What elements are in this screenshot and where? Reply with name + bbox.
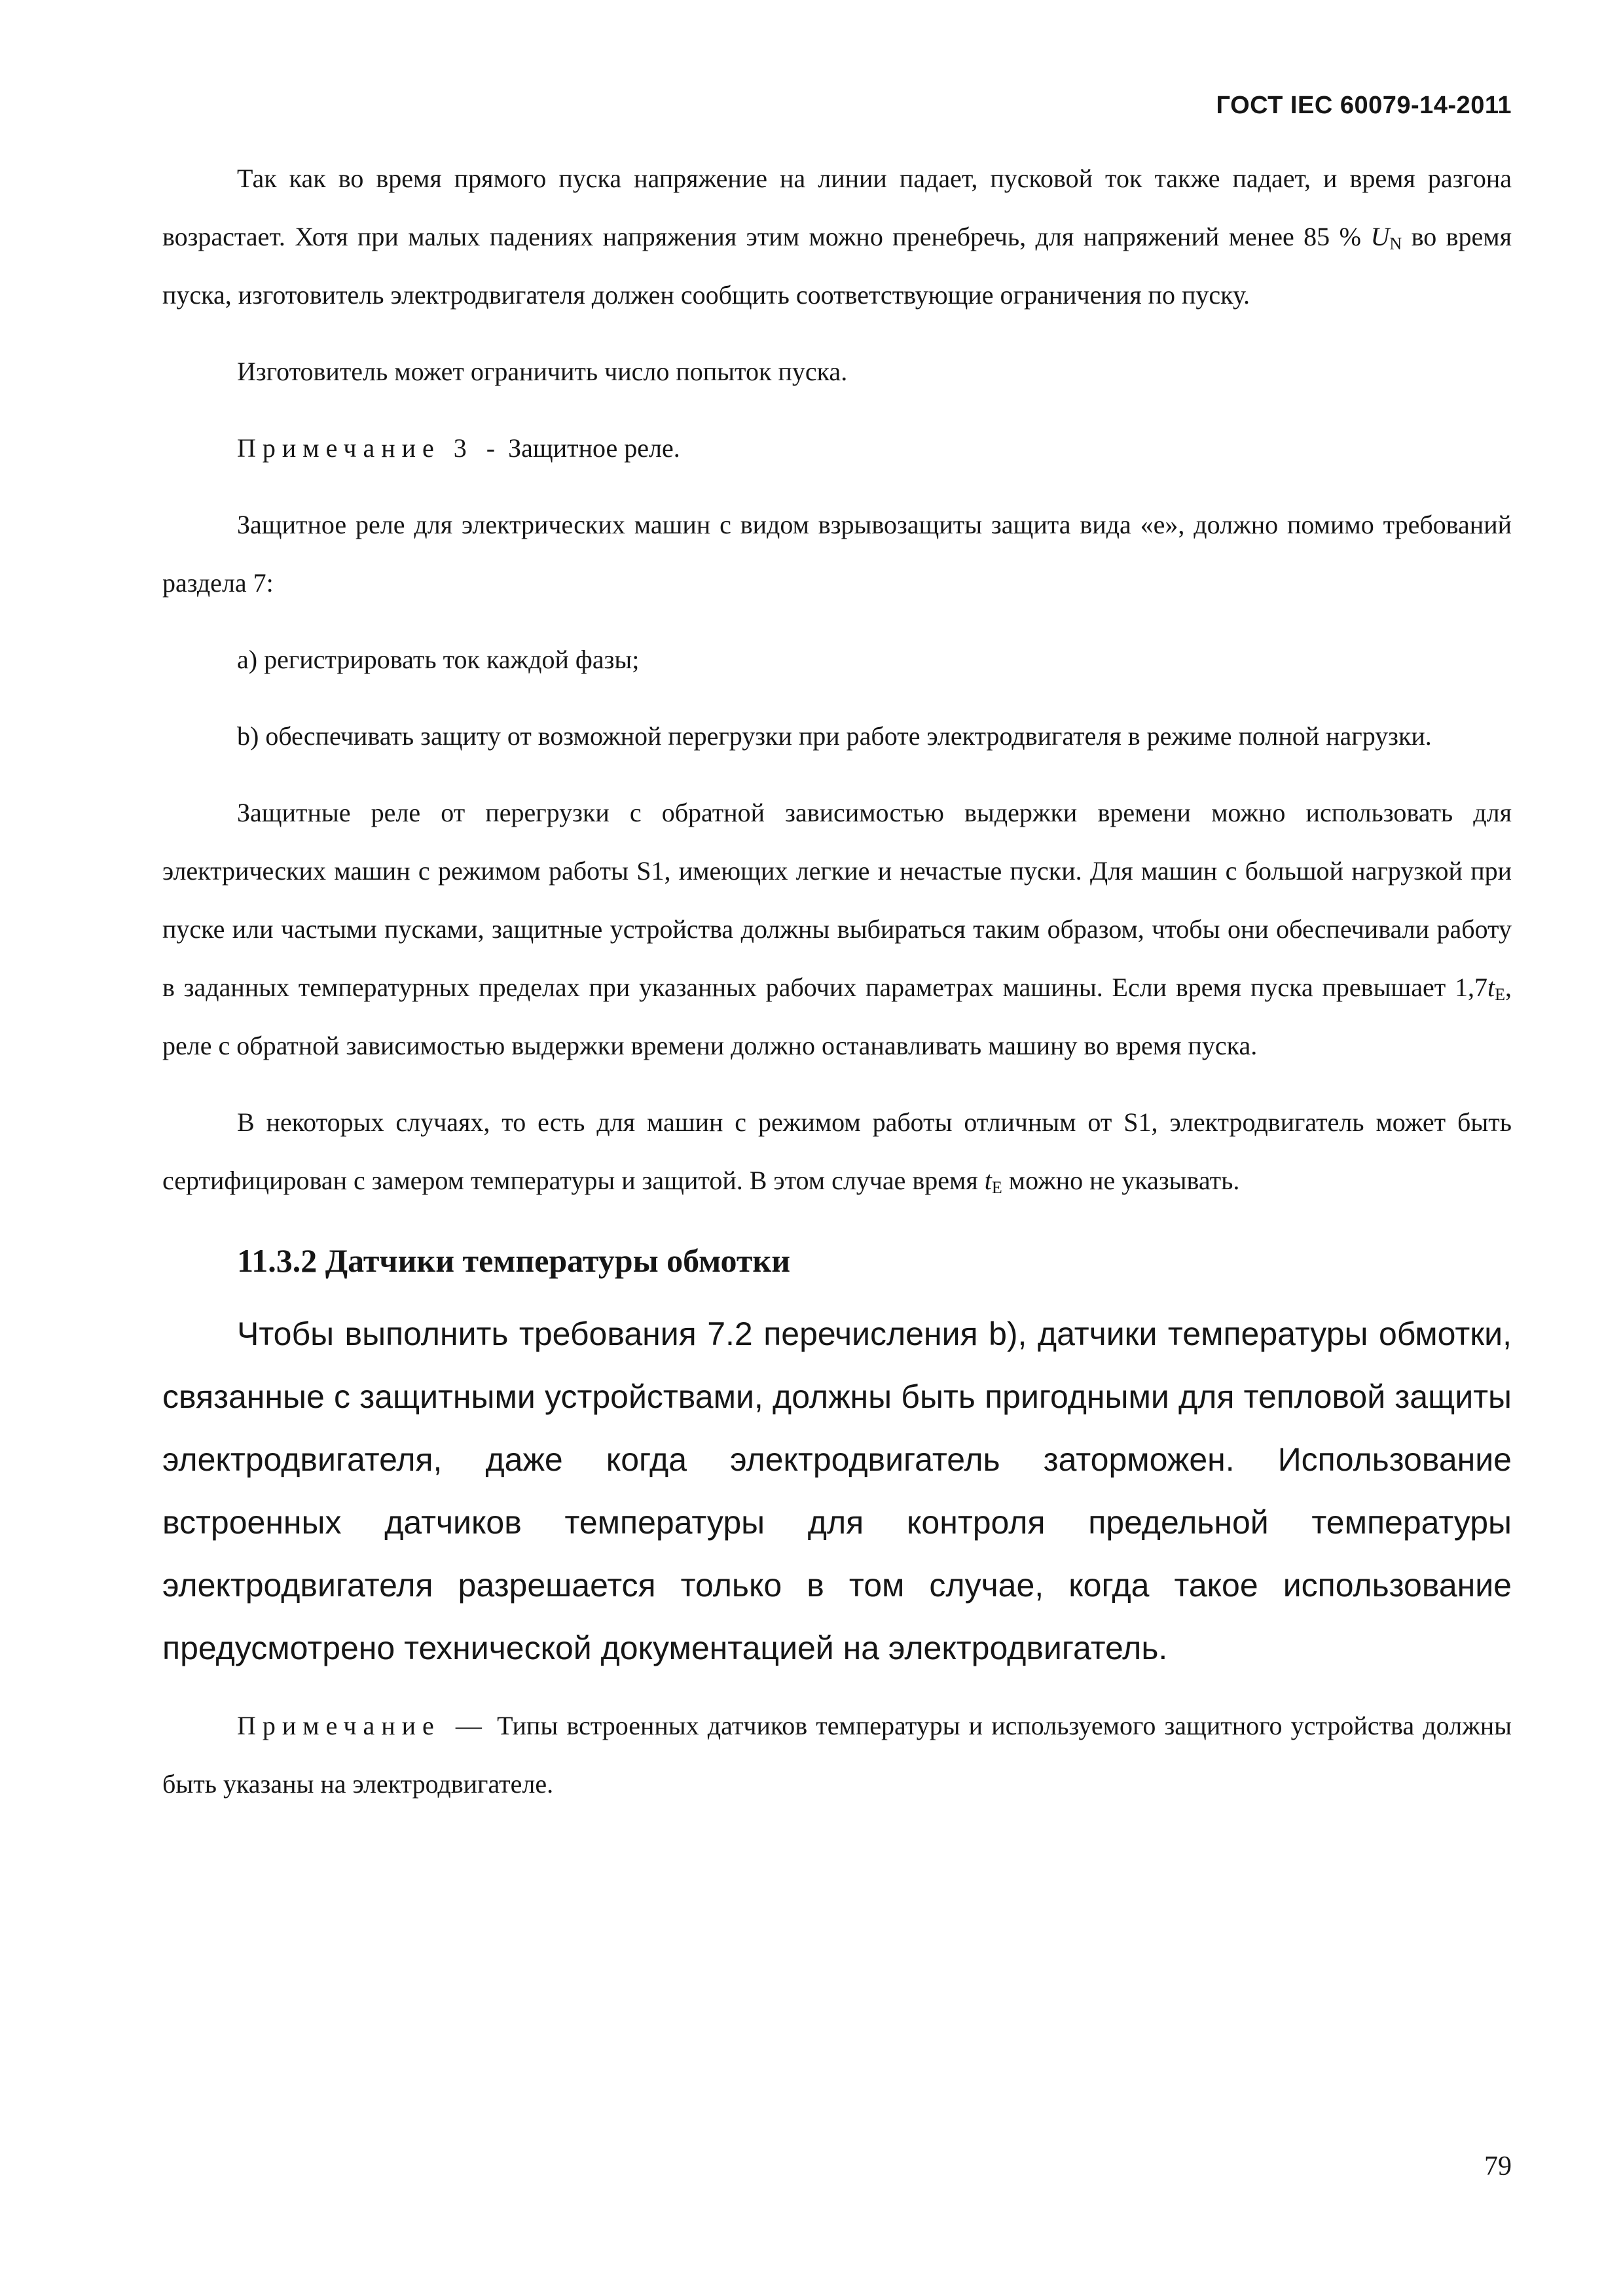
paragraph-start-voltage <box>162 149 1512 324</box>
note-final <box>162 1696 1512 1813</box>
subscript-n: N <box>1389 234 1402 253</box>
note-3 <box>162 419 1512 477</box>
symbol-t: t <box>1487 973 1495 1002</box>
note-label: Примечание — <box>237 1711 488 1740</box>
note-text: Защитное реле. <box>501 433 680 463</box>
paragraph-certification <box>162 1093 1512 1210</box>
paragraph-winding-sensors: Чтобы выполнить требования 7.2 перечисления b), датчики температуры обмотки, связанные с защитными устройствами, должны быть пригодными для тепловой защиты электродвигателя, даже когда электродвигатель заторможен. Использование встроенных датчиков температуры для контроля предельной температуры электродвигателя разрешается только в том случае, когда такое использование предусмотрено технической документацией на электродвигатель. <box>162 1316 1512 1666</box>
note-text: Типы встроенных датчиков температуры и используемого защитного устройства должны быть указаны на электродвигателе. <box>162 1711 1512 1799</box>
list-item-b: b) обеспечивать защиту от возможной перегрузки при работе электродвигателя в режиме полной нагрузки. <box>237 721 1432 751</box>
paragraph-text: , реле с обратной зависимостью выдержки времени должно останавливать машину во время пуска. <box>162 973 1512 1060</box>
paragraph-text: во время пуска, изготовитель электродвигателя должен сообщить соответствующие ограничения по пуску. <box>162 222 1512 310</box>
paragraph-text: можно не указывать. <box>1002 1166 1240 1195</box>
page-number: 79 <box>1484 2151 1512 2181</box>
paragraph-start-attempts: Изготовитель может ограничить число попыток пуска. <box>237 357 848 386</box>
paragraph-overload-relays <box>162 783 1512 1075</box>
paragraph-text: Так как во время прямого пуска напряжение на линии падает, пусковой ток также падает, и время разгона возрастает. Хотя при малых падениях напряжения этим можно пренебречь, для напряжений менее 85 % <box>162 164 1512 251</box>
paragraph-text: В некоторых случаях, то есть для машин с режимом работы отличным от S1, электродвигатель может быть сертифицирован с замером температуры и защитой. В этом случае время <box>162 1107 1512 1195</box>
document-header: ГОСТ IEC 60079-14-2011 <box>1216 92 1512 119</box>
section-heading: 11.3.2 Датчики температуры обмотки <box>237 1242 791 1279</box>
subscript-e: E <box>991 1178 1002 1197</box>
paragraph-protective-relay: Защитное реле для электрических машин с видом взрывозащиты защита вида «е», должно помимо требований раздела 7: <box>162 510 1512 598</box>
paragraph-text: Защитные реле от перегрузки с обратной зависимостью выдержки времени можно использовать для электрических машин с режимом работы S1, имеющих легкие и нечастые пуски. Для машин с большой нагрузкой при пуске или частыми пусками, защитные устройства должны выбираться таким образом, чтобы они обеспечивали работу в заданных температурных пределах при указанных рабочих параметрах машины. Если время пуска превышает 1,7 <box>162 798 1512 1002</box>
symbol-t: t <box>984 1166 992 1195</box>
subscript-e: E <box>1495 985 1505 1004</box>
list-item-a: а) регистрировать ток каждой фазы; <box>237 645 640 674</box>
symbol-u: U <box>1370 222 1390 251</box>
note-label: Примечание 3 - <box>237 433 502 463</box>
document-body <box>162 149 1512 1831</box>
